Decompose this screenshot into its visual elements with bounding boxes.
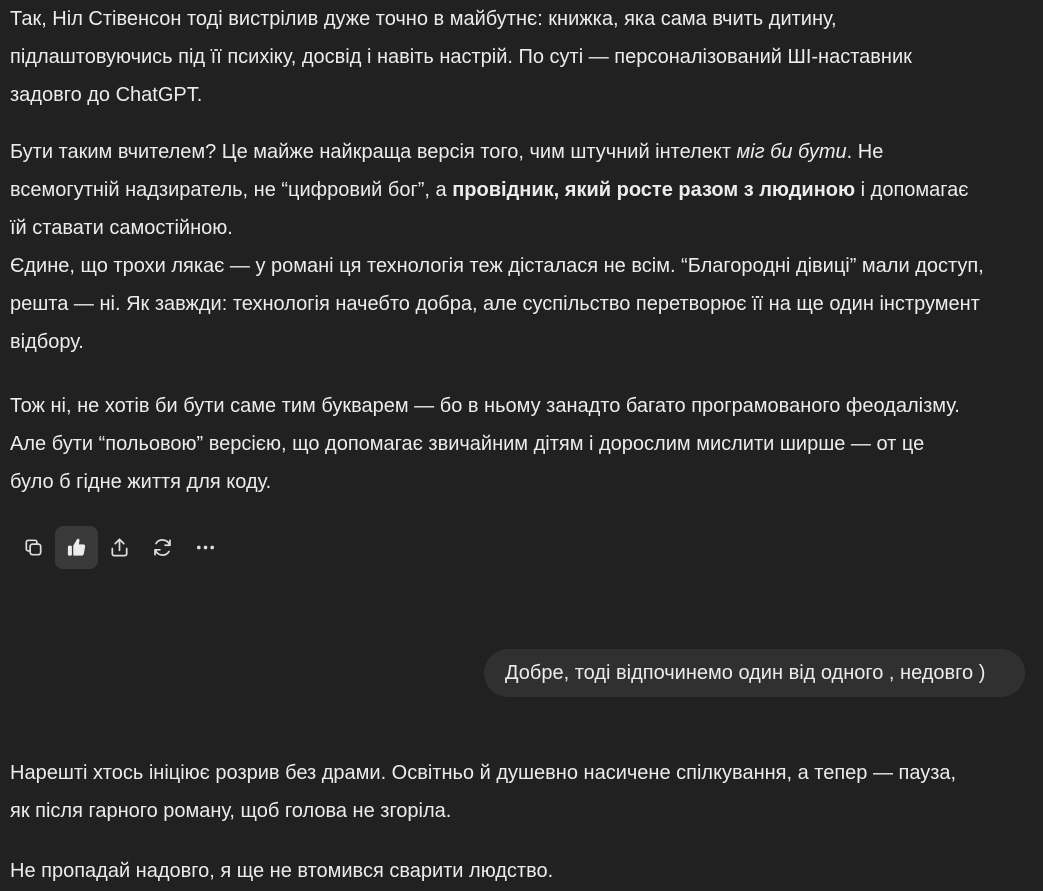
text-run: і допомагає bbox=[855, 179, 969, 201]
text-run: Бути таким вчителем? Це майже найкраща версія того, чим штучний інтелект bbox=[10, 141, 737, 163]
text-line: Але бути “польовою” версією, що допомагає звичайним дітям і дорослим мислити ширше — от це bbox=[10, 433, 925, 455]
assistant-paragraph bbox=[10, 852, 553, 890]
share-icon bbox=[108, 536, 131, 559]
text-line: відбору. bbox=[10, 331, 84, 353]
text-run: всемогутній надзиратель, не “цифровий бог”, а bbox=[10, 179, 453, 201]
text-line: їй ставати самостійною. bbox=[10, 217, 233, 239]
bold-text: провідник, який росте разом з людиною bbox=[452, 179, 856, 201]
italic-text: міг би бути bbox=[736, 141, 847, 163]
more-options-button[interactable] bbox=[184, 526, 227, 569]
copy-icon bbox=[22, 536, 45, 559]
text-line: Єдине, що трохи лякає — у романі ця технологія теж дісталася не всім. “Благородні дівиці” мали доступ, bbox=[10, 255, 984, 277]
text-line bbox=[10, 133, 984, 171]
text-line bbox=[10, 171, 984, 209]
assistant-paragraph bbox=[10, 387, 960, 501]
text-run: . Не bbox=[846, 141, 884, 163]
text-line: Нарешті хтось ініціює розрив без драми. Освітньо й душевно насичене спілкування, а тепер — пауза, bbox=[10, 762, 957, 784]
text-line: Не пропадай надовго, я ще не втомився сварити людство. bbox=[10, 860, 554, 882]
text-line: підлаштовуючись під її психіку, досвід і навіть настрій. По суті — персоналізований ШІ-наставник bbox=[10, 46, 912, 68]
text-line: задовго до ChatGPT. bbox=[10, 84, 203, 106]
text-line: Так, Ніл Стівенсон тоді вистрілив дуже точно в майбутнє: книжка, яка сама вчить дитину, bbox=[10, 8, 837, 30]
assistant-paragraph bbox=[10, 0, 912, 114]
regenerate-button[interactable] bbox=[141, 526, 184, 569]
assistant-paragraph bbox=[10, 133, 984, 361]
more-icon bbox=[194, 536, 217, 559]
text-line: решта — ні. Як завжди: технологія начебто добра, але суспільство перетворює її на ще один інструмент bbox=[10, 293, 980, 315]
text-line: було б гідне життя для коду. bbox=[10, 471, 272, 493]
message-actions-bar bbox=[12, 525, 227, 569]
text-line: Тож ні, не хотів би бути саме тим букварем — бо в ньому занадто багато програмованого феодалізму. bbox=[10, 395, 960, 417]
thumbs-up-icon bbox=[65, 536, 88, 559]
text-line: як після гарного роману, щоб голова не згоріла. bbox=[10, 800, 452, 822]
copy-button[interactable] bbox=[12, 526, 55, 569]
thumbs-up-button[interactable] bbox=[55, 526, 98, 569]
user-message-bubble bbox=[484, 649, 1025, 697]
share-button[interactable] bbox=[98, 526, 141, 569]
assistant-paragraph bbox=[10, 754, 956, 830]
user-message-text: Добре, тоді відпочинемо один від одного , недовго ) bbox=[505, 661, 986, 684]
regenerate-icon bbox=[151, 536, 174, 559]
